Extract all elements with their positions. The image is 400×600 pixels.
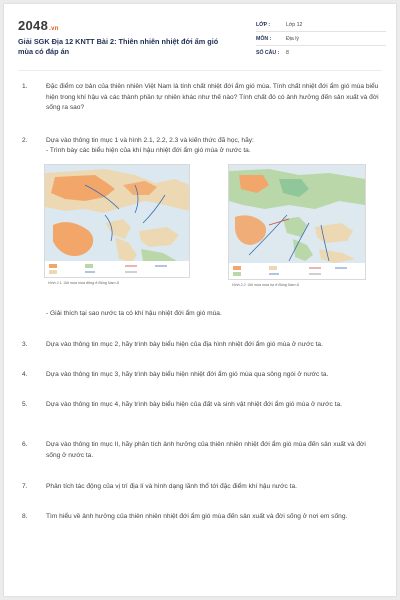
question-8 [22, 512, 380, 523]
winter-monsoon-map [44, 164, 190, 278]
question-text: Dựa vào thông tin mục 1 và hình 2.1, 2.2, 2.3 và kiến thức đã học, hãy: [46, 137, 254, 144]
figure-caption-2: Hình 2.2. Gió mùa mùa hạ ở Đông Nam Á [232, 283, 299, 287]
question-2 [22, 136, 380, 147]
meta-label: LỚP : [256, 21, 271, 28]
question-3 [22, 340, 380, 351]
meta-label: SỐ CÂU : [256, 49, 280, 56]
question-1 [22, 82, 380, 114]
question-5 [22, 400, 380, 411]
meta-table [256, 18, 386, 59]
meta-value: Địa lý [286, 35, 299, 42]
question-number: 6. [22, 441, 28, 448]
question-text: Phân tích tác động của vị trí địa lí và hình dạng lãnh thổ tới đặc điểm khí hậu nước ta. [46, 483, 297, 490]
question-text: Tìm hiểu về ảnh hưởng của thiên nhiên nhiệt đới ẩm gió mùa đến sản xuất và đời sống ở nơi em sống. [46, 513, 348, 520]
figure-caption-1: Hình 2.1. Gió mùa mùa đông ở Đông Nam Á [48, 281, 119, 285]
question-4 [22, 370, 380, 381]
logo-main: 2048 [18, 18, 49, 33]
meta-label: MÔN : [256, 35, 272, 42]
question-text: Đặc điểm cơ bản của thiên nhiên Việt Nam là tính chất nhiệt đới ẩm gió mùa. Tính chất nhiệt đới ẩm gió mùa biểu hiện trong khí hậu và các thành phần tự nhiên khác như thế nào? Tính chất đó có ảnh hưởng đến sản xuất và đời sống ra sao? [46, 83, 379, 111]
question-text: Dựa vào thông tin mục 3, hãy trình bày biểu hiện nhiệt đới ẩm gió mùa qua sông ngòi ở nước ta. [46, 371, 329, 378]
question-2-sub-1: - Trình bày các biểu hiện của khí hậu nhiệt đới ẩm gió mùa ở nước ta. [46, 147, 251, 154]
site-logo[interactable] [18, 18, 59, 33]
question-2-sub-2: - Giải thích tại sao nước ta có khí hậu nhiệt đới ẩm gió mùa. [46, 310, 222, 317]
logo-tld: .vn [49, 26, 59, 32]
summer-monsoon-map [228, 164, 366, 280]
page-title: Giải SGK Địa 12 KNTT Bài 2: Thiên nhiên nhiệt đới ẩm gió mùa có đáp án [18, 37, 219, 56]
question-text: Dựa vào thông tin mục II, hãy phân tích ảnh hưởng của thiên nhiên nhiệt đới ẩm gió mùa đến sản xuất và đời sống ở nước ta. [46, 441, 366, 459]
question-number: 2. [22, 137, 28, 144]
question-text: Dựa vào thông tin mục 4, hãy trình bày biểu hiện của đất và sinh vật nhiệt đới ẩm gió mùa ở nước ta. [46, 401, 342, 408]
meta-row-class [256, 18, 386, 32]
question-number: 3. [22, 341, 28, 348]
question-6 [22, 440, 380, 461]
question-number: 7. [22, 483, 28, 490]
header-divider [18, 70, 382, 71]
question-number: 8. [22, 513, 28, 520]
meta-value: 8 [286, 49, 289, 56]
meta-value: Lớp 12 [286, 21, 303, 28]
document-page [4, 4, 396, 596]
question-number: 4. [22, 371, 28, 378]
meta-row-subject [256, 32, 386, 46]
meta-row-count [256, 46, 386, 59]
question-number: 1. [22, 83, 28, 90]
question-number: 5. [22, 401, 28, 408]
question-text: Dựa vào thông tin mục 2, hãy trình bày biểu hiện của địa hình nhiệt đới ẩm gió mùa ở nước ta. [46, 341, 323, 348]
question-7 [22, 482, 380, 493]
